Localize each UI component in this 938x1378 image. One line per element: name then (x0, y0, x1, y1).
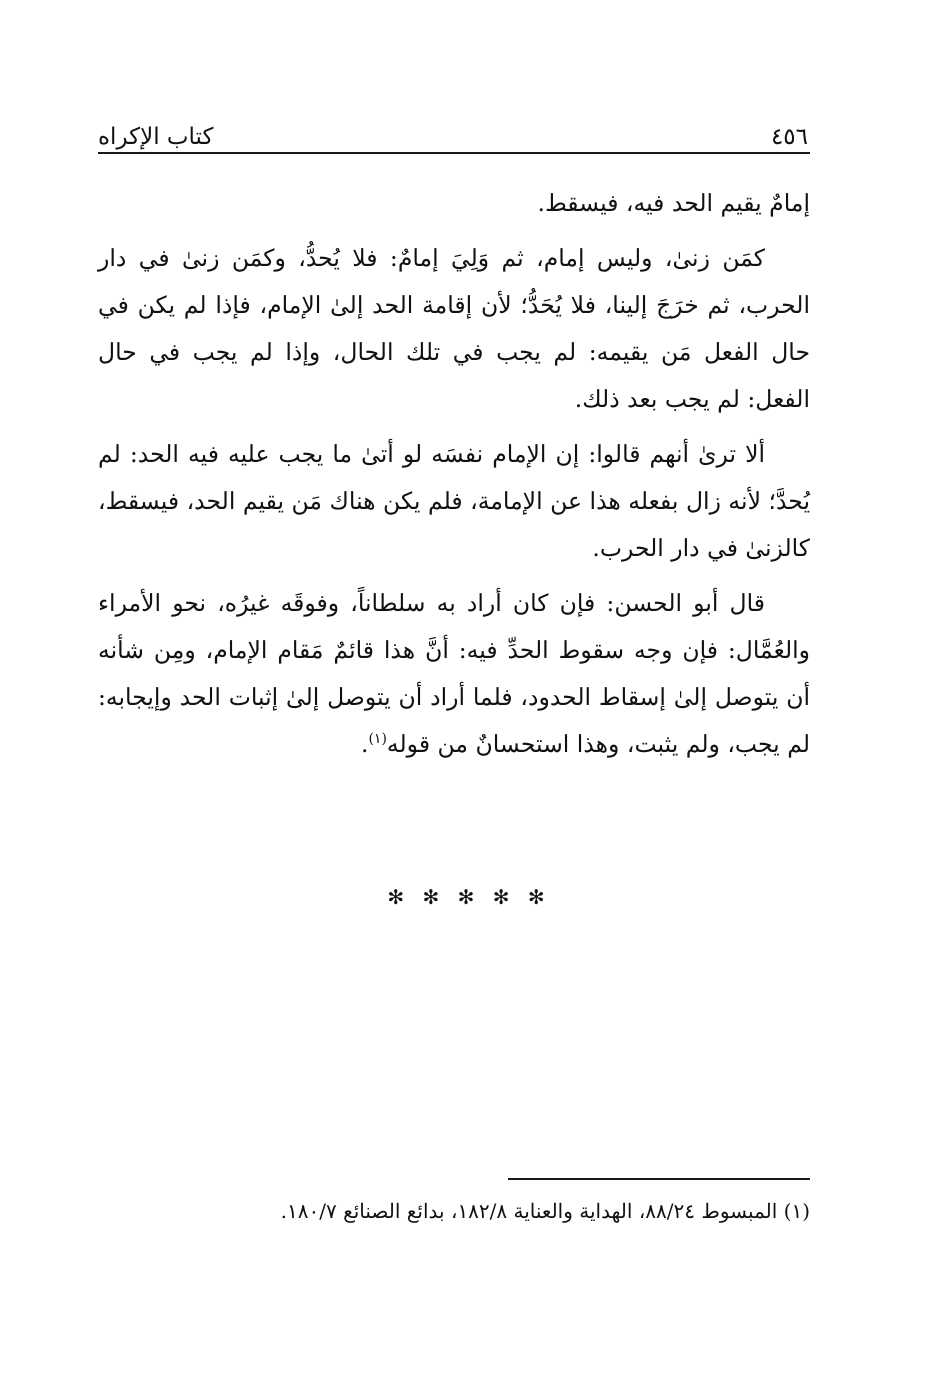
header-rule (98, 152, 810, 154)
paragraph-3: ألا ترىٰ أنهم قالوا: إن الإمام نفسَه لو أتىٰ ما يجب عليه فيه الحد: لم يُحدَّ؛ لأنه زال بفعله هذا عن الإمامة، فلم يكن هناك مَن يقيم الحد، فيسقط، كالزنىٰ في دار الحرب. (98, 440, 810, 562)
page-header (98, 110, 808, 150)
footnote-rule (508, 1178, 810, 1180)
paragraph-2: كمَن زنىٰ، وليس إمام، ثم وَلِيَ إمامٌ: فلا يُحدُّ، وكمَن زنىٰ في دار الحرب، ثم خرَجَ إلينا، فلا يُحَدُّ؛ لأن إقامة الحد إلىٰ الإمام، فإذا لم يكن في حال الفعل مَن يقيمه: لم يجب في تلك الحال، وإذا لم يجب في حال الفعل: لم يجب بعد ذلك. (98, 244, 810, 413)
paragraph-4-text: قال أبو الحسن: فإن كان أراد به سلطاناً، وفوقَه غيرُه، نحو الأمراء والعُمَّال: فإن وجه سقوط الحدِّ فيه: أنَّ هذا قائمٌ مَقام الإمام، ومِن شأنه أن يتوصل إلىٰ إسقاط الحدود، فلما أراد أن يتوصل إلىٰ إثبات الحد وإيجابه: لم يجب، ولم يثبت، وهذا استحسانٌ من قوله (98, 589, 810, 758)
paragraph-4 (98, 580, 810, 768)
chapter-title: كتاب الإكراه (98, 124, 214, 150)
main-text (98, 180, 810, 776)
section-separator: ✻ ✻ ✻ ✻ ✻ (387, 885, 551, 909)
page-number: ٤٥٦ (770, 124, 808, 150)
paragraph-4-end: . (360, 730, 369, 758)
paragraph-1: إمامٌ يقيم الحد فيه، فيسقط. (537, 189, 810, 217)
footnote: (١) المبسوط ٨٨/٢٤، الهداية والعناية ١٨٢/٨، بدائع الصنائع ١٨٠/٧. (280, 1199, 810, 1223)
footnote-reference[interactable]: (١) (368, 731, 387, 748)
